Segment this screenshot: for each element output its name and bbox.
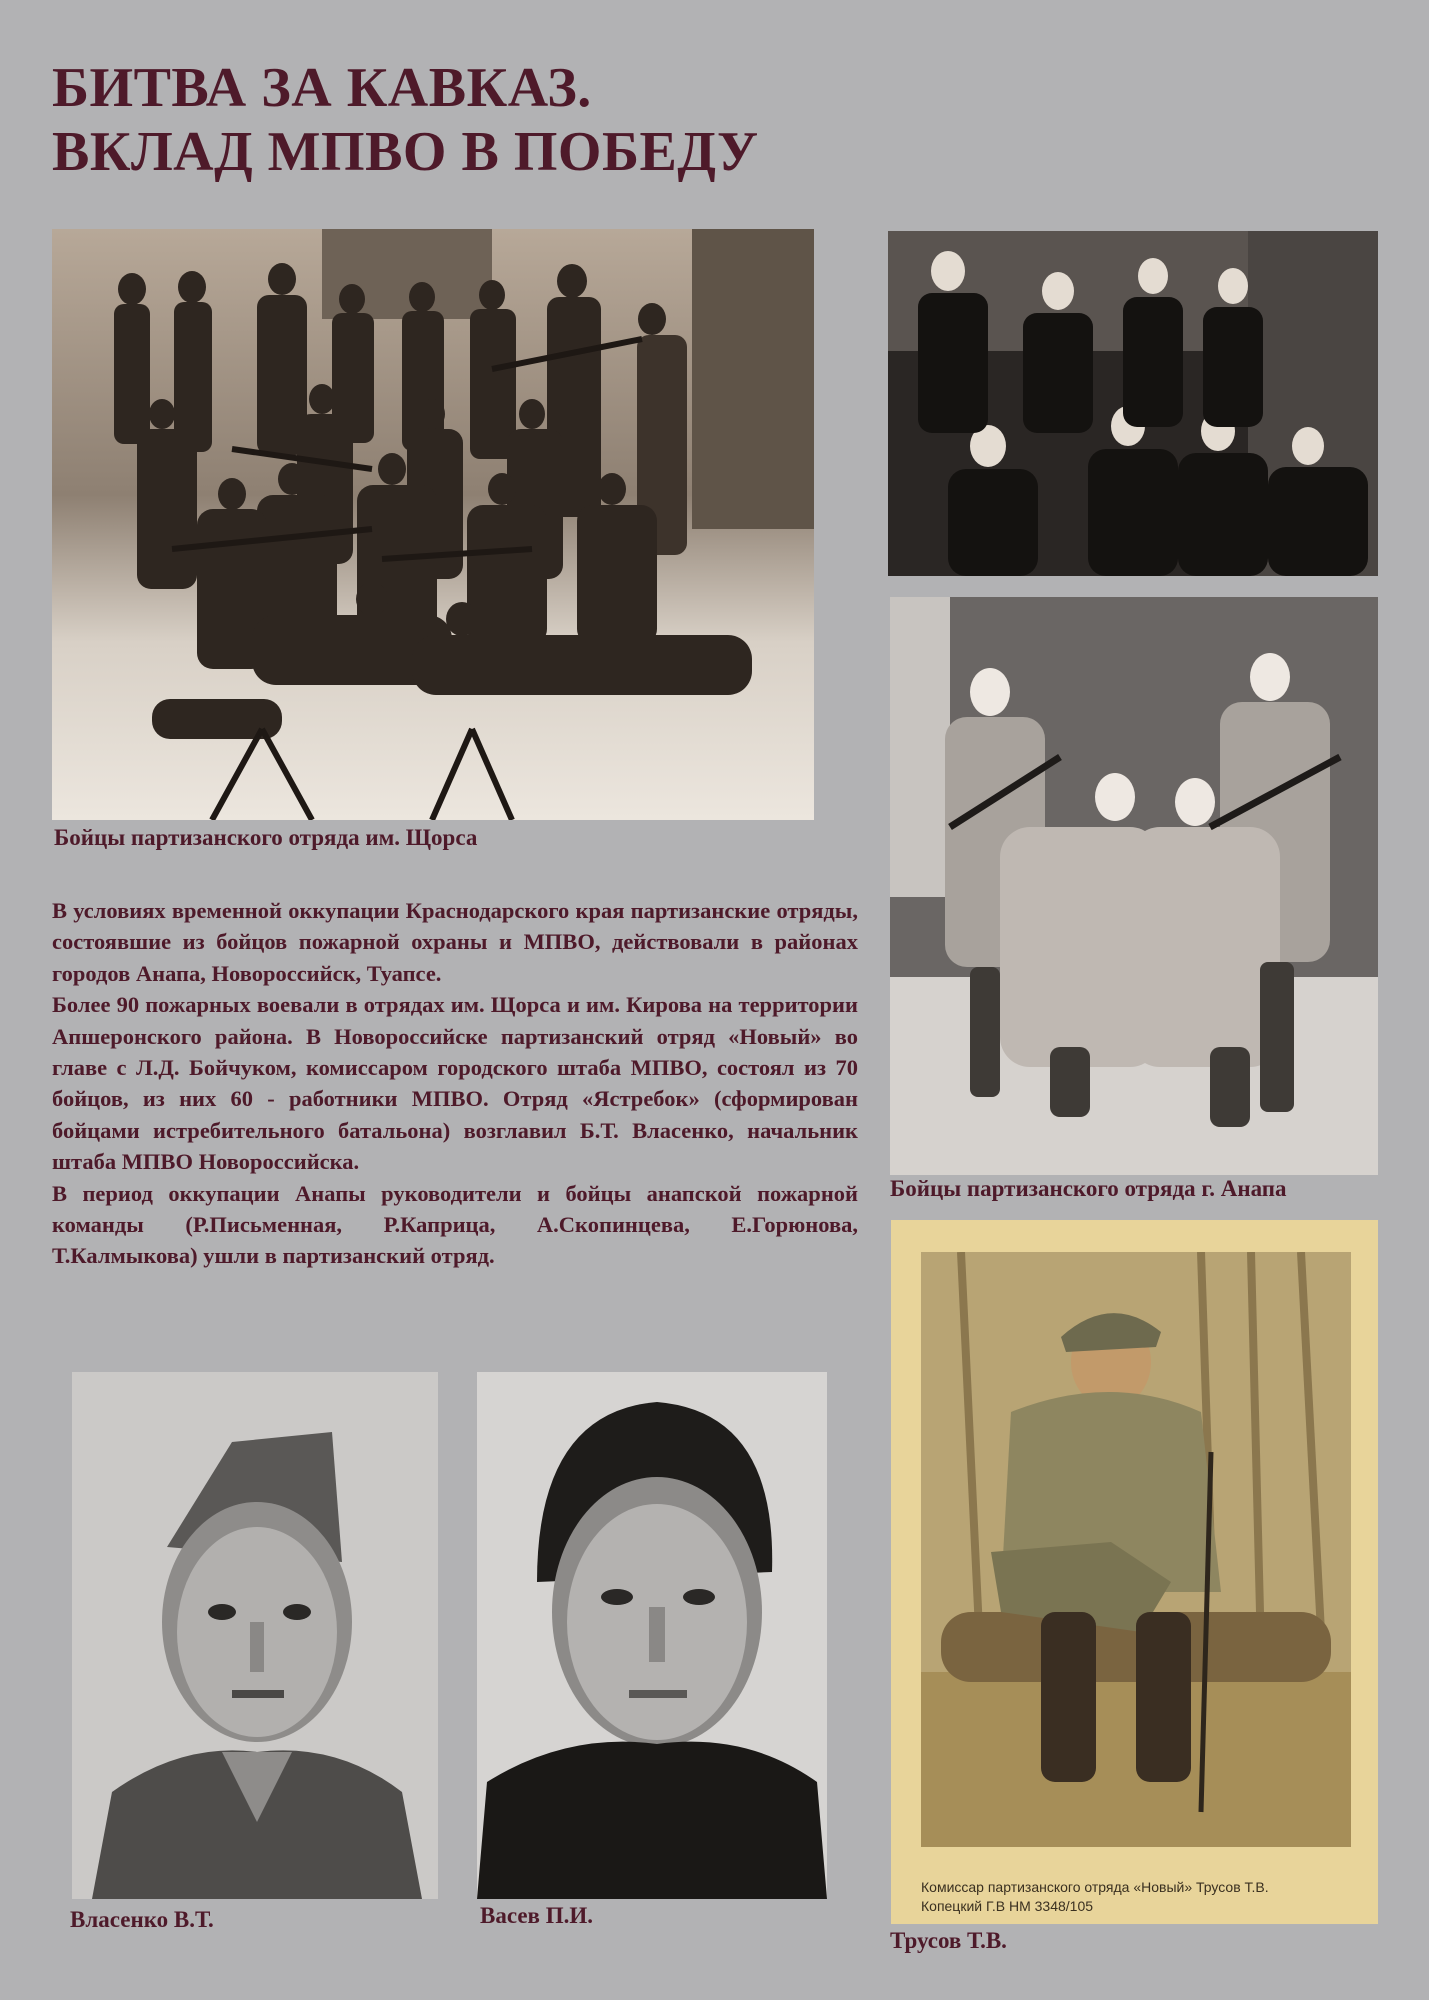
- vasev-caption: Васев П.И.: [480, 1903, 593, 1928]
- body-paragraph: В условиях временной оккупации Краснодарского края партизанские отряды, состоявшие из бойцов пожарной охраны и МПВО, действовали в районах городов Анапа, Новороссийск, Туапсе.: [52, 898, 858, 986]
- anapa-group-photo: [890, 597, 1378, 1175]
- vlasenko-portrait: [72, 1372, 438, 1899]
- painting-note-line-1: Комиссар партизанского отряда «Новый» Трусов Т.В.: [921, 1879, 1269, 1895]
- body-paragraph: В период оккупации Анапы руководители и бойцы анапской пожарной команды (Р.Письменная, Р.Каприца, А.Скопинцева, Е.Горюнова, Т.Калмыкова) ушли в партизанский отряд.: [52, 1180, 858, 1269]
- trusov-caption: Трусов Т.В.: [890, 1928, 1007, 1953]
- body-text: [52, 895, 858, 1272]
- shchors-photo-caption: Бойцы партизанского отряда им. Щорса: [54, 825, 478, 850]
- painting-note-line-2: Копецкий Г.В НМ 3348/105: [921, 1898, 1094, 1914]
- top-right-group-photo: [888, 231, 1378, 576]
- shchors-group-photo: [52, 229, 814, 820]
- page-title-line-1: БИТВА ЗА КАВКАЗ.: [52, 57, 592, 119]
- trusov-painting: [891, 1220, 1378, 1924]
- vlasenko-caption: Власенко В.Т.: [70, 1907, 214, 1932]
- body-paragraph: Более 90 пожарных воевали в отрядах им. Щорса и им. Кирова на территории Апшеронского района. В Новороссийске партизанский отряд «Новый» во главе с Л.Д. Бойчуком, комиссаром городского штаба МПВО, состоял из 70 бойцов, из них 60 - работники МПВО. Отряд «Ястребок» (сформирован бойцами истребительного батальона) возглавил Б.Т. Власенко, начальник штаба МПВО Новороссийска.: [52, 992, 858, 1175]
- painting-note: [921, 1878, 1269, 1916]
- vasev-portrait: [477, 1372, 827, 1899]
- page-title-line-2: ВКЛАД МПВО В ПОБЕДУ: [52, 121, 759, 183]
- anapa-photo-caption: Бойцы партизанского отряда г. Анапа: [890, 1176, 1287, 1201]
- page-title: [52, 56, 759, 184]
